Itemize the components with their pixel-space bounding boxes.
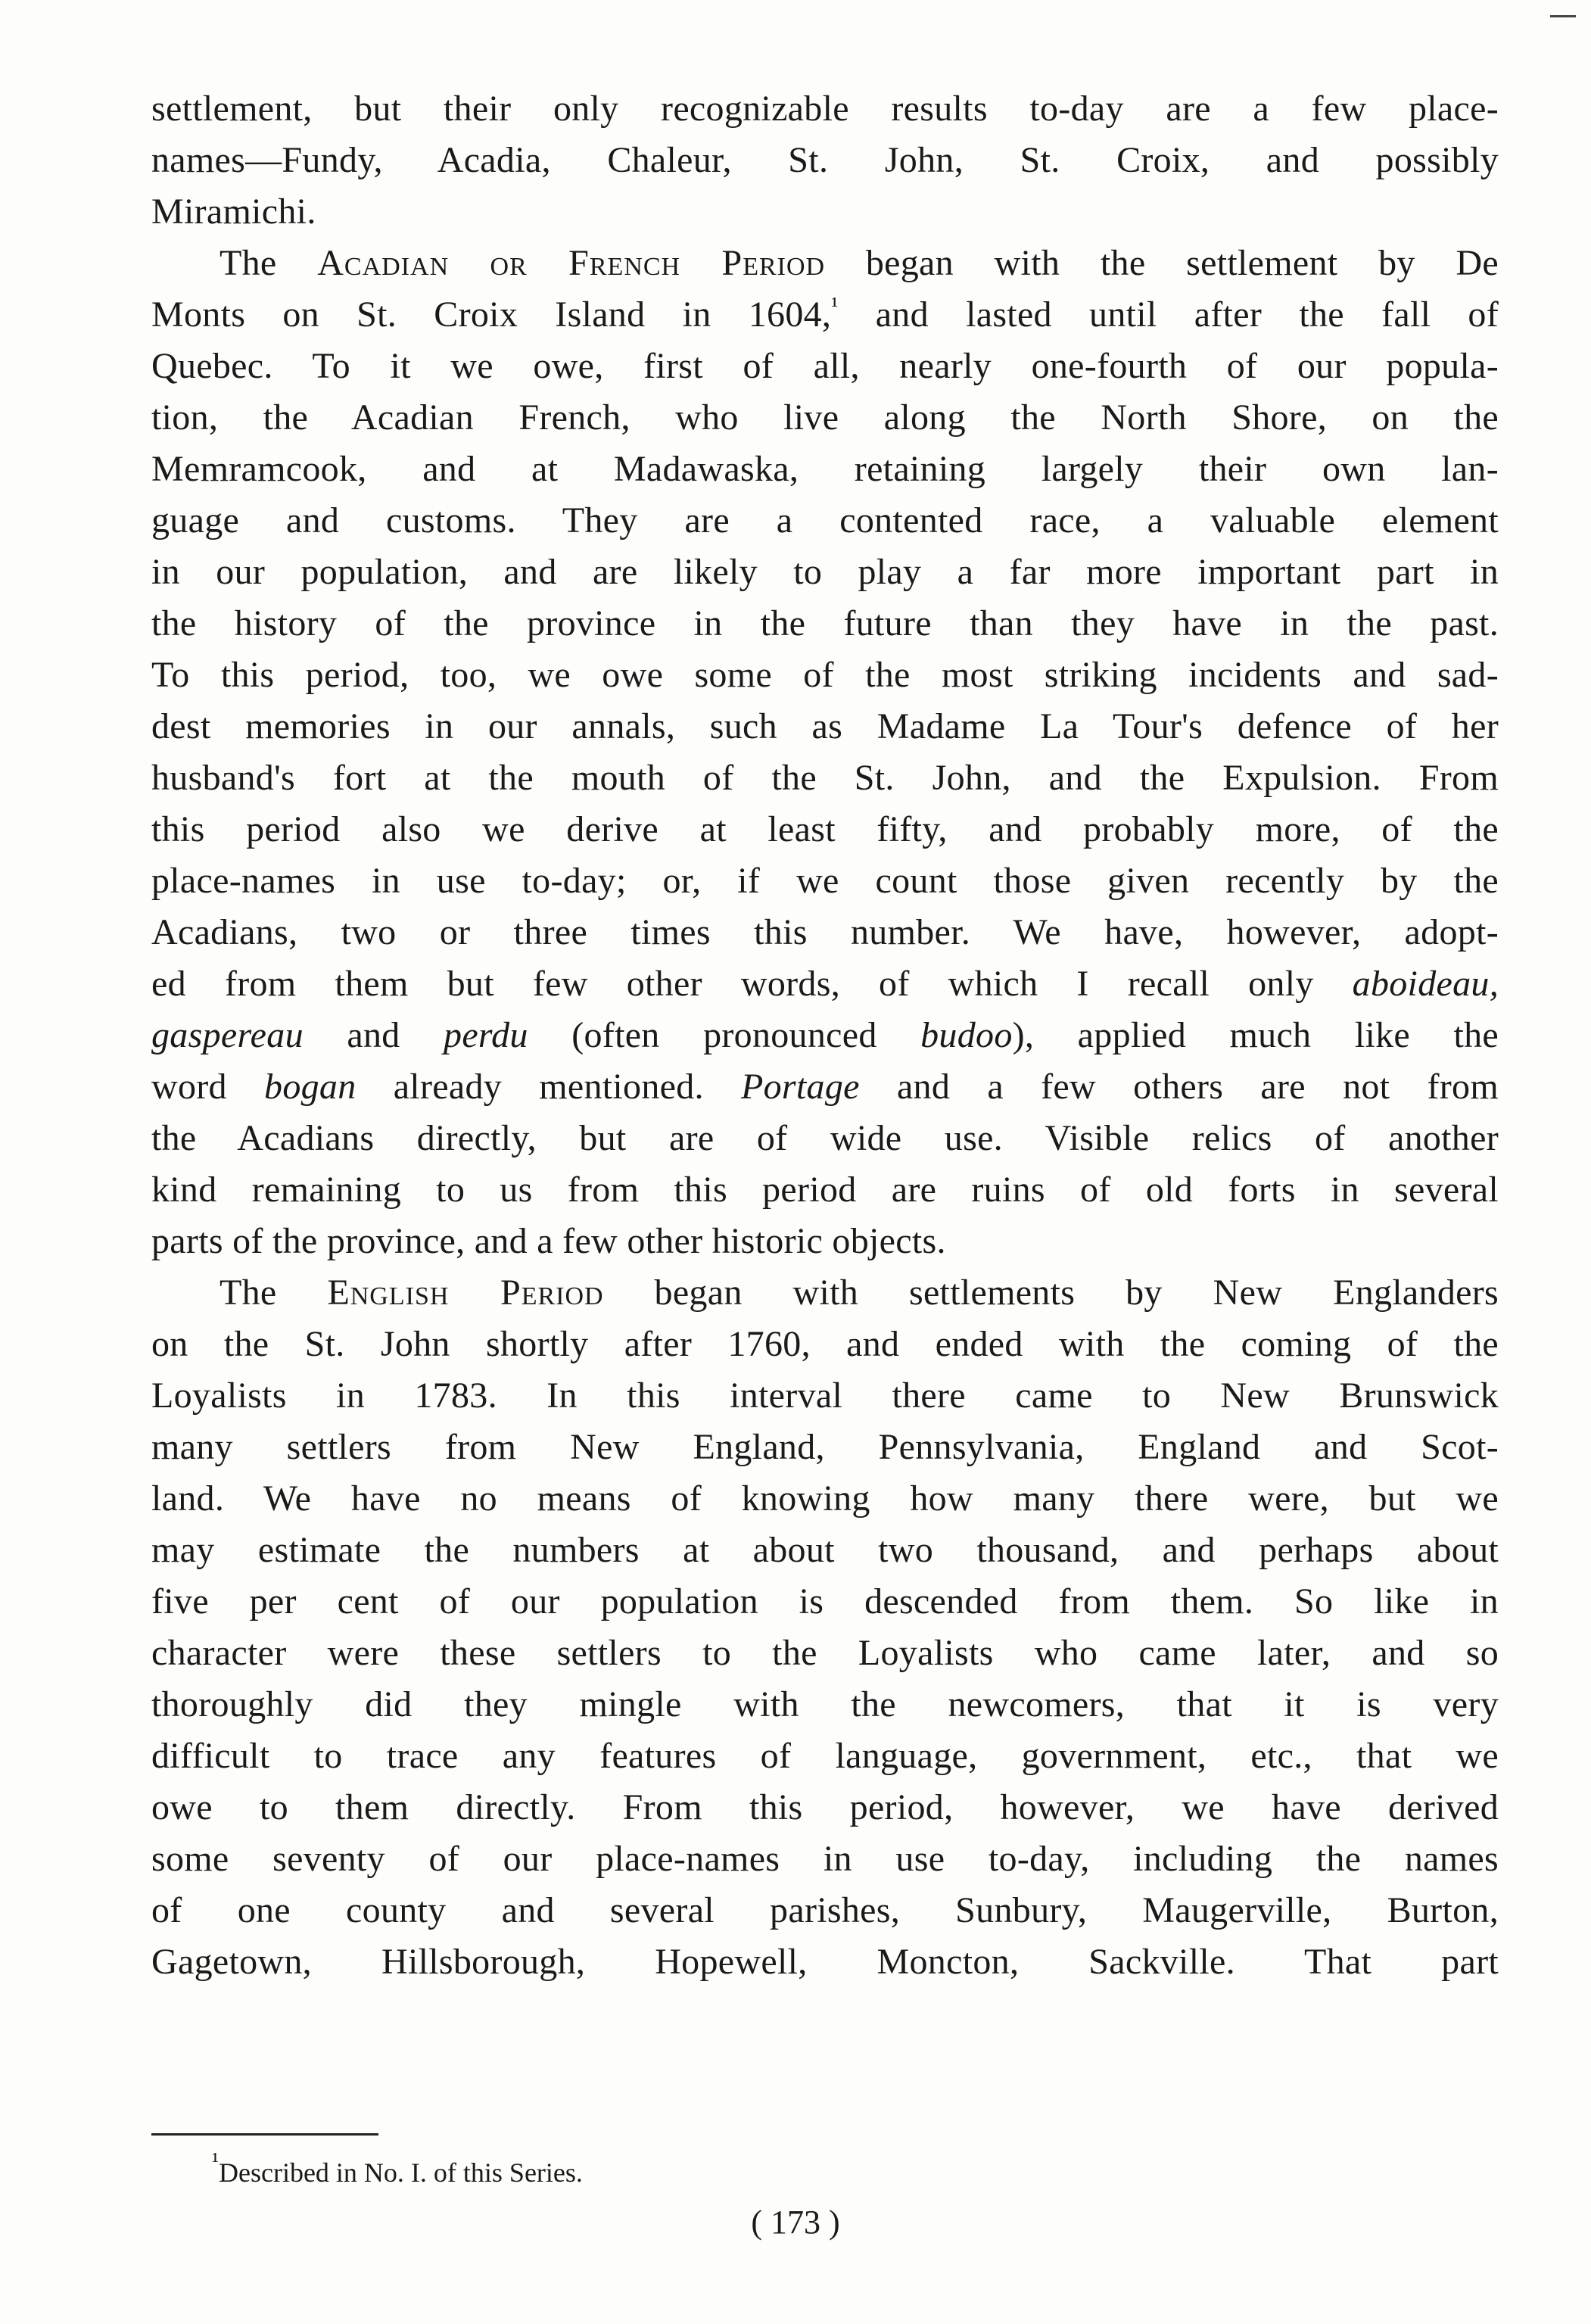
text-line xyxy=(151,1061,1499,1113)
period-heading: English Period xyxy=(327,1273,604,1313)
text-line: character were these settlers to the Loyalists who came later, and so xyxy=(151,1633,1499,1673)
text-line: Gagetown, Hillsborough, Hopewell, Moncton, Sackville. That part xyxy=(151,1942,1499,1982)
italic-word: gaspereau xyxy=(151,1015,304,1055)
text-segment: ), applied much like the xyxy=(1012,1015,1499,1055)
text-line xyxy=(151,958,1499,1010)
paragraph-1 xyxy=(151,83,1499,238)
text-segment: began with the settlement by De xyxy=(825,243,1499,283)
text-segment: word xyxy=(151,1067,265,1107)
text-line: To this period, too, we owe some of the most striking incidents and sad- xyxy=(151,655,1499,695)
footnote-text: Described in No. I. of this Series. xyxy=(219,2157,583,2188)
text-line: owe to them directly. From this period, however, we have derived xyxy=(151,1787,1499,1827)
text-line xyxy=(151,289,1499,341)
body-text xyxy=(151,83,1499,1988)
footnote-rule xyxy=(151,2133,378,2136)
text-line: Quebec. To it we owe, first of all, nearly one-fourth of our popula- xyxy=(151,346,1499,386)
text-line: Memramcook, and at Madawaska, retaining largely their own lan- xyxy=(151,449,1499,489)
edge-mark xyxy=(1550,15,1576,17)
text-line: place-names in use to-day; or, if we count those given recently by the xyxy=(151,861,1499,901)
text-line: of one county and several parishes, Sunbury, Maugerville, Burton, xyxy=(151,1890,1499,1930)
italic-word: bogan xyxy=(264,1067,356,1107)
text-line: guage and customs. They are a contented race, a valuable element xyxy=(151,500,1499,541)
footnote xyxy=(212,2148,583,2189)
text-line: names—Fundy, Acadia, Chaleur, St. John, St. Croix, and possibly xyxy=(151,140,1499,180)
text-line: may estimate the numbers at about two thousand, and perhaps about xyxy=(151,1530,1499,1570)
text-segment: and xyxy=(303,1015,444,1055)
italic-word: aboideau, xyxy=(1352,964,1499,1004)
text-line xyxy=(151,238,1499,289)
text-line xyxy=(151,1267,1499,1319)
text-segment: and lasted until after the fall of xyxy=(838,294,1499,335)
page-number: ( 173 ) xyxy=(751,2204,840,2241)
text-line: land. We have no means of knowing how many there were, but we xyxy=(151,1478,1499,1519)
text-line: Loyalists in 1783. In this interval there came to New Brunswick xyxy=(151,1375,1499,1416)
text-segment: Monts on St. Croix Island in 1604, xyxy=(151,294,832,335)
paragraph-3 xyxy=(151,1267,1499,1988)
text-line: difficult to trace any features of language, government, etc., that we xyxy=(151,1736,1499,1776)
text-segment: already mentioned. xyxy=(356,1067,742,1107)
text-line: this period also we derive at least fifty, and probably more, of the xyxy=(151,809,1499,849)
period-heading: Acadian or French Period xyxy=(317,243,826,283)
text-line: husband's fort at the mouth of the St. John, and the Expulsion. From xyxy=(151,758,1499,798)
text-segment: The xyxy=(220,1273,328,1313)
text-segment: The xyxy=(220,243,318,283)
text-line: settlement, but their only recognizable results to-day are a few place- xyxy=(151,89,1499,129)
text-line: tion, the Acadian French, who live along the North Shore, on the xyxy=(151,397,1499,438)
text-segment: and a few others are not from xyxy=(859,1067,1499,1107)
italic-word: Portage xyxy=(741,1067,860,1107)
text-line: Miramichi. xyxy=(151,192,316,232)
text-line: the Acadians directly, but are of wide use. Visible relics of another xyxy=(151,1118,1499,1158)
text-line: on the St. John shortly after 1760, and ended with the coming of the xyxy=(151,1324,1499,1364)
text-segment: began with settlements by New Englanders xyxy=(603,1273,1499,1313)
paragraph-2 xyxy=(151,238,1499,1267)
text-line: dest memories in our annals, such as Madame La Tour's defence of her xyxy=(151,706,1499,746)
footnote-marker: ¹ xyxy=(212,2148,219,2173)
text-line: five per cent of our population is descended from them. So like in xyxy=(151,1581,1499,1622)
italic-word: perdu xyxy=(444,1015,528,1055)
text-line: many settlers from New England, Pennsylvania, England and Scot- xyxy=(151,1427,1499,1467)
italic-word: budoo xyxy=(920,1015,1013,1055)
text-line: kind remaining to us from this period are ruins of old forts in several xyxy=(151,1170,1499,1210)
text-line: in our population, and are likely to play a far more important part in xyxy=(151,552,1499,592)
text-line: the history of the province in the future than they have in the past. xyxy=(151,603,1499,643)
text-line: thoroughly did they mingle with the newcomers, that it is very xyxy=(151,1684,1499,1724)
text-line: some seventy of our place-names in use to-day, including the names xyxy=(151,1839,1499,1879)
text-line: parts of the province, and a few other historic objects. xyxy=(151,1221,946,1261)
text-line xyxy=(151,1010,1499,1061)
footnote-ref: ¹ xyxy=(831,293,839,318)
text-line: Acadians, two or three times this number. We have, however, adopt- xyxy=(151,912,1499,952)
text-segment: (often pronounced xyxy=(528,1015,921,1055)
text-segment: ed from them but few other words, of which I recall only xyxy=(151,964,1353,1004)
